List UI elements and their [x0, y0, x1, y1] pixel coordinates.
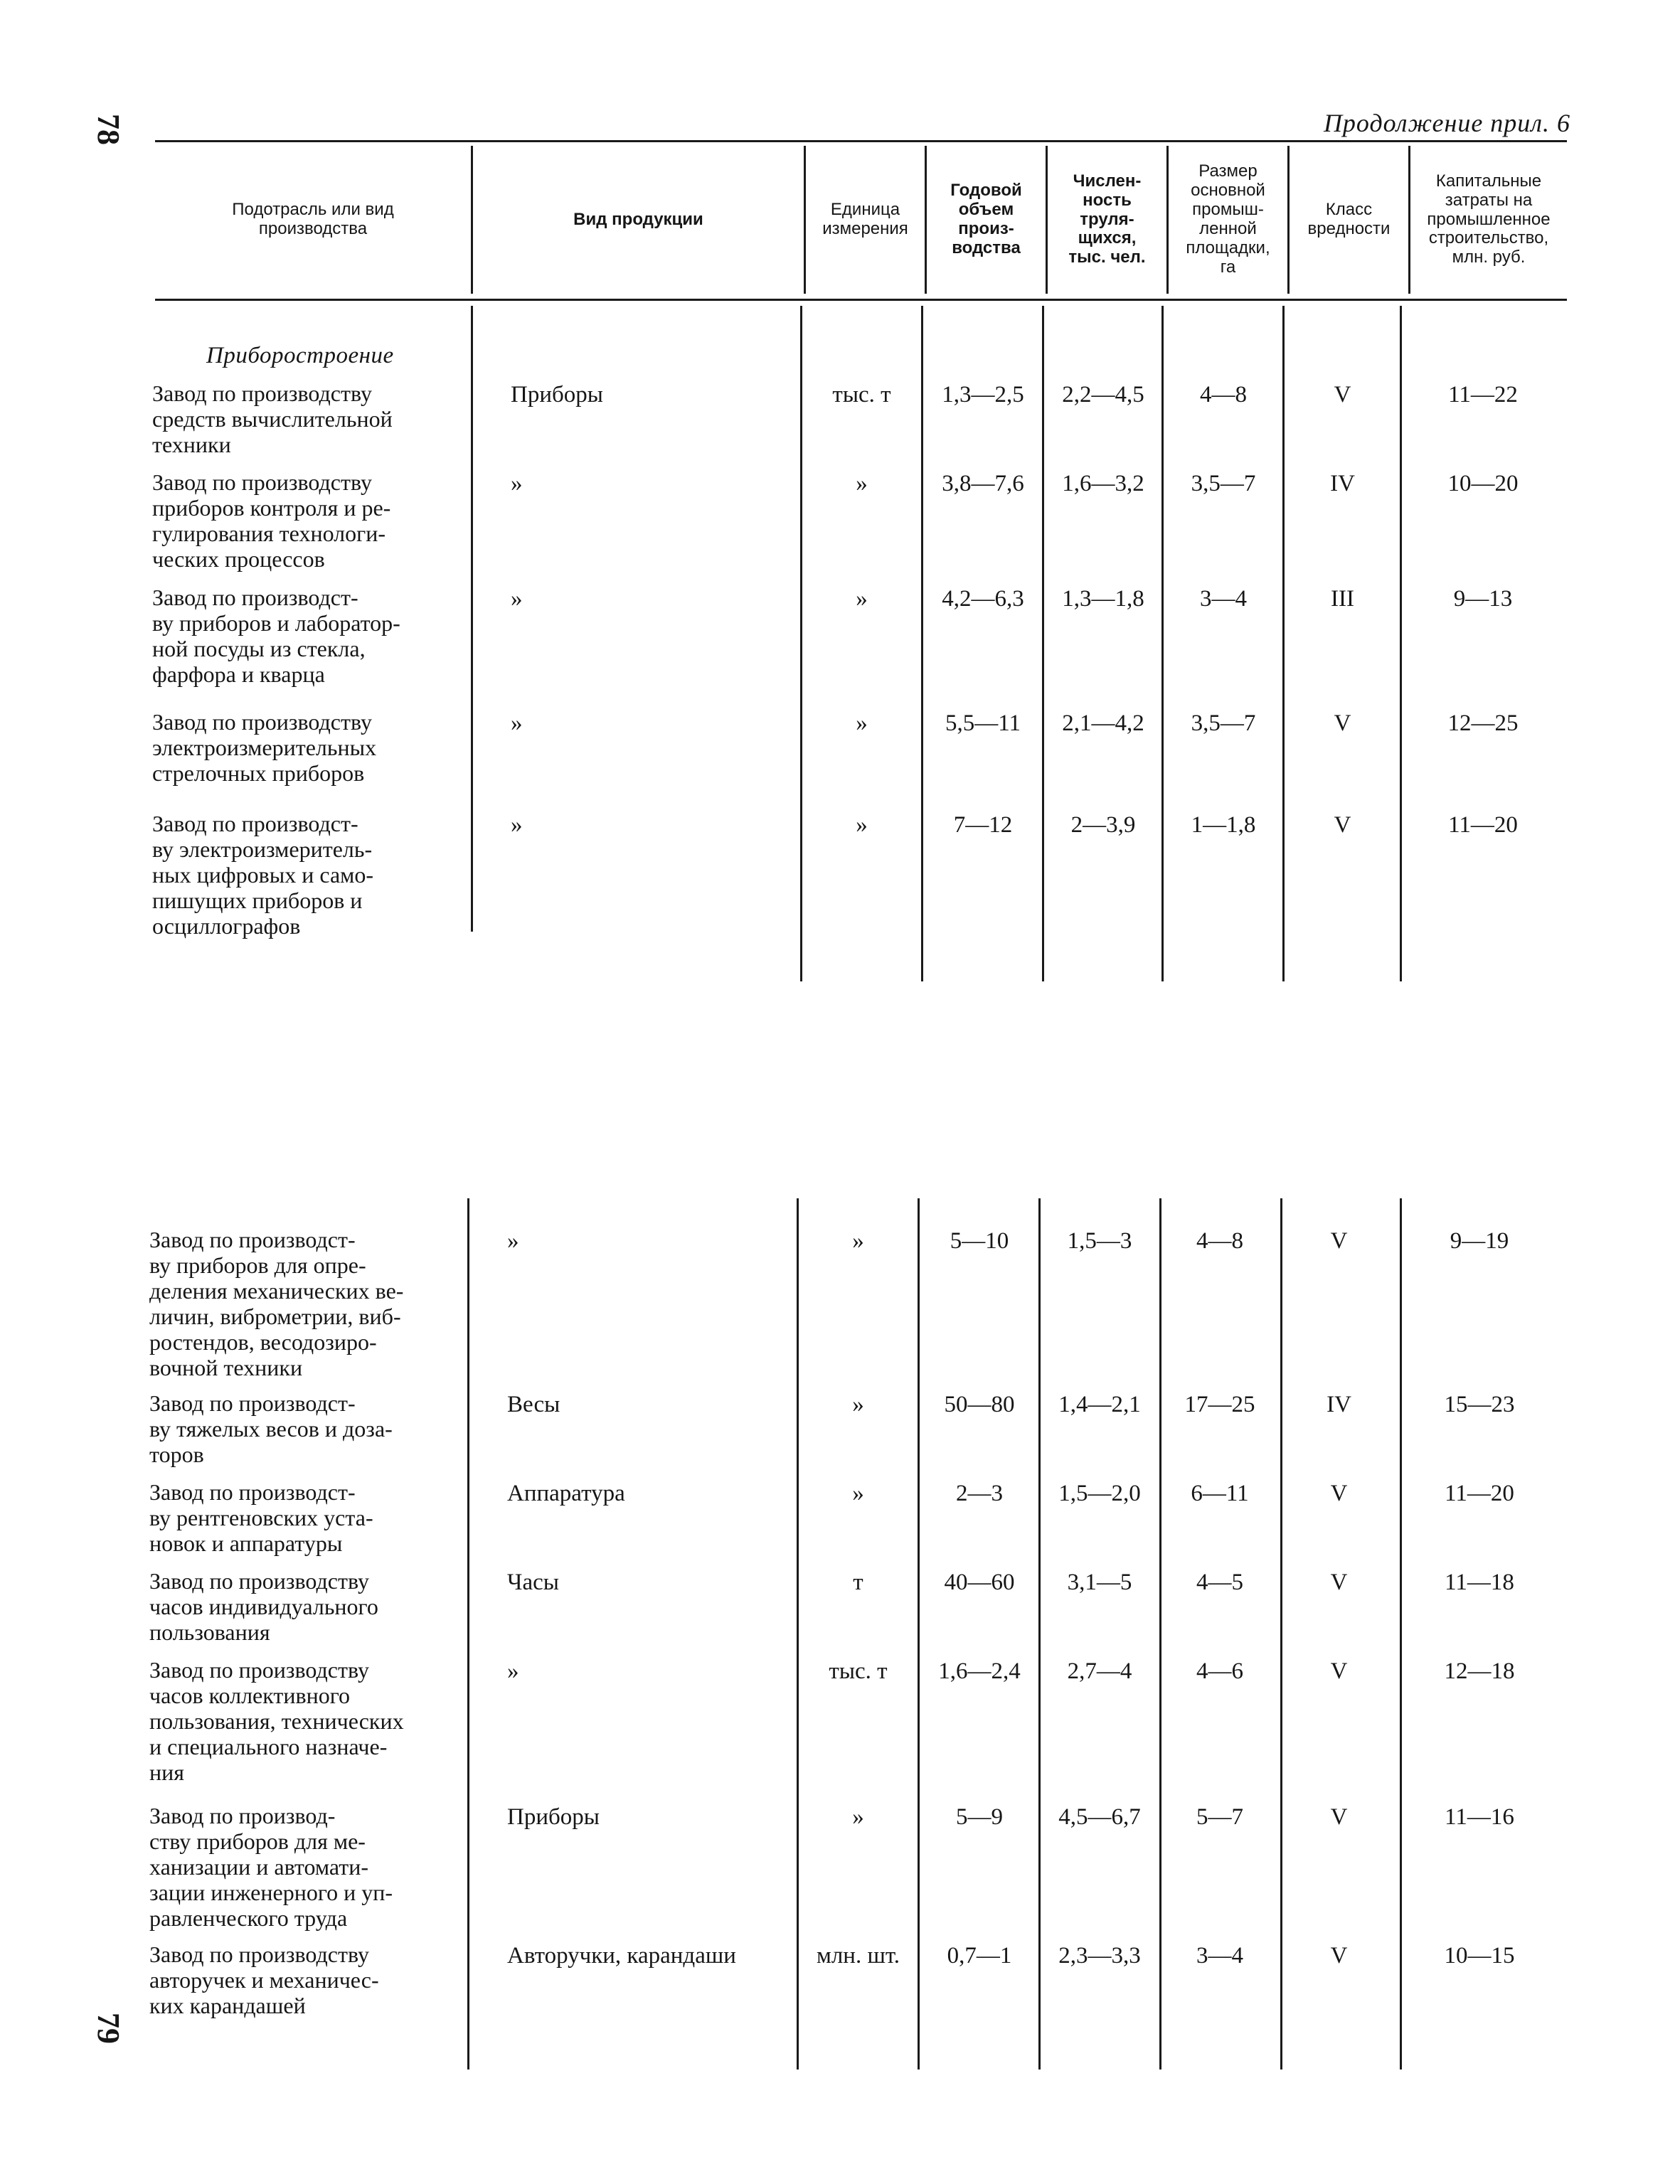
cell-product: » — [511, 812, 523, 838]
cell-workers: 2,1—4,2 — [1062, 710, 1144, 736]
column-divider — [1400, 1198, 1402, 2070]
cell-capex: 11—20 — [1445, 1481, 1514, 1506]
cell-area: 3—4 — [1200, 586, 1247, 612]
column-divider — [797, 1198, 799, 2070]
header-unit: Единица измерения — [822, 200, 908, 238]
cell-capex: 12—18 — [1444, 1658, 1515, 1684]
header-subsector: Подотрасль или вид производства — [232, 200, 394, 238]
cell-unit: » — [856, 710, 868, 736]
row-subsector-name: Завод по производст- ву тяжелых весов и доза- торов — [149, 1390, 393, 1467]
cell-hazard: V — [1330, 1943, 1348, 1969]
cell-volume: 50—80 — [944, 1392, 1015, 1417]
cell-workers: 2,3—3,3 — [1058, 1943, 1141, 1969]
cell-hazard: V — [1334, 382, 1351, 407]
cell-hazard: V — [1330, 1228, 1348, 1254]
cell-workers: 2,7—4 — [1067, 1658, 1132, 1684]
cell-unit: млн. шт. — [816, 1943, 900, 1969]
column-divider — [918, 1198, 920, 2070]
row-subsector-name: Завод по производ- ству приборов для ме- ханизации и автомати- зации инженерного и уп- равленческого труда — [149, 1803, 393, 1931]
cell-product: » — [507, 1658, 519, 1684]
cell-volume: 5—9 — [956, 1804, 1003, 1830]
cell-hazard: V — [1330, 1481, 1348, 1506]
cell-unit: тыс. т — [829, 1658, 888, 1684]
header-area: Размер основной промыш- ленной площадки, га — [1186, 161, 1270, 277]
cell-unit: » — [852, 1804, 864, 1830]
header-hazard: Класс вредности — [1307, 200, 1391, 238]
cell-workers: 1,5—3 — [1067, 1228, 1132, 1254]
column-divider — [471, 306, 473, 932]
cell-capex: 10—20 — [1447, 471, 1519, 496]
cell-unit: тыс. т — [832, 382, 891, 407]
cell-volume: 7—12 — [953, 812, 1013, 838]
header-volume: Годовой объем произ- водства — [950, 181, 1022, 257]
header-capex: Капитальные затраты на промышленное строительство, млн. руб. — [1427, 171, 1551, 267]
cell-area: 6—11 — [1191, 1481, 1249, 1506]
cell-area: 3,5—7 — [1191, 710, 1256, 736]
cell-area: 1—1,8 — [1191, 812, 1256, 838]
row-subsector-name: Завод по производству электроизмерительных стрелочных приборов — [152, 709, 377, 786]
cell-workers: 3,1—5 — [1067, 1570, 1132, 1595]
row-subsector-name: Завод по производст- ву электроизмеритель- ных цифровых и само- пишущих приборов и осциллографов — [152, 811, 374, 939]
cell-volume: 5,5—11 — [945, 710, 1021, 736]
cell-unit: » — [856, 471, 868, 496]
section-title: Приборостроение — [206, 343, 394, 368]
cell-volume: 3,8—7,6 — [942, 471, 1024, 496]
cell-unit: » — [856, 586, 868, 612]
row-subsector-name: Завод по производству авторучек и механичес- ких карандашей — [149, 1941, 379, 2018]
cell-capex: 11—18 — [1445, 1570, 1514, 1595]
cell-product: » — [507, 1228, 519, 1254]
cell-capex: 11—22 — [1448, 382, 1518, 407]
cell-unit: » — [852, 1392, 864, 1417]
cell-hazard: V — [1334, 710, 1351, 736]
continuation-note: Продолжение прил. 6 — [1323, 109, 1570, 137]
cell-volume: 1,3—2,5 — [942, 382, 1024, 407]
cell-volume: 1,6—2,4 — [938, 1658, 1021, 1684]
cell-product: » — [511, 586, 523, 612]
row-subsector-name: Завод по производству средств вычислительной техники — [152, 380, 393, 457]
cell-capex: 15—23 — [1444, 1392, 1515, 1417]
row-subsector-name: Завод по производству приборов контроля и ре- гулирования технологи- ческих процессов — [152, 469, 391, 572]
column-divider — [1038, 1198, 1041, 2070]
cell-area: 3—4 — [1196, 1943, 1243, 1969]
cell-area: 4—8 — [1196, 1228, 1243, 1254]
cell-volume: 40—60 — [944, 1570, 1015, 1595]
row-subsector-name: Завод по производст- ву приборов для опре- деления механических ве- личин, виброметрии, виб- ростендов, весодозиро- вочной техники — [149, 1227, 404, 1380]
cell-capex: 12—25 — [1447, 710, 1519, 736]
cell-hazard: V — [1330, 1658, 1348, 1684]
row-subsector-name: Завод по производству часов индивидуального пользования — [149, 1568, 378, 1645]
cell-product: Приборы — [511, 382, 603, 407]
cell-volume: 5—10 — [950, 1228, 1009, 1254]
cell-capex: 10—15 — [1444, 1943, 1515, 1969]
cell-capex: 11—20 — [1448, 812, 1518, 838]
cell-hazard: V — [1330, 1570, 1348, 1595]
column-divider — [1280, 1198, 1282, 2070]
cell-area: 3,5—7 — [1191, 471, 1256, 496]
cell-hazard: IV — [1327, 1392, 1351, 1417]
cell-volume: 2—3 — [956, 1481, 1003, 1506]
top-page-number: 78 — [91, 114, 126, 145]
cell-unit: » — [856, 812, 868, 838]
cell-workers: 1,3—1,8 — [1062, 586, 1144, 612]
cell-area: 5—7 — [1196, 1804, 1243, 1830]
cell-hazard: V — [1330, 1804, 1348, 1830]
cell-workers: 1,4—2,1 — [1058, 1392, 1141, 1417]
cell-area: 4—5 — [1196, 1570, 1243, 1595]
cell-hazard: III — [1331, 586, 1354, 612]
cell-workers: 1,5—2,0 — [1058, 1481, 1141, 1506]
bottom-page-number: 79 — [91, 2013, 126, 2044]
cell-capex: 9—19 — [1450, 1228, 1509, 1254]
cell-product: Весы — [507, 1392, 560, 1417]
column-divider — [1159, 1198, 1161, 2070]
cell-workers: 2—3,9 — [1070, 812, 1136, 838]
header-bottom-rule — [155, 299, 1567, 301]
cell-product: » — [511, 710, 523, 736]
cell-product: Аппаратура — [507, 1481, 625, 1506]
column-divider — [467, 1198, 469, 2070]
row-subsector-name: Завод по производст- ву приборов и лаборатор- ной посуды из стекла, фарфора и кварца — [152, 585, 400, 687]
cell-area: 4—8 — [1200, 382, 1247, 407]
cell-hazard: IV — [1330, 471, 1355, 496]
cell-volume: 4,2—6,3 — [942, 586, 1024, 612]
cell-workers: 2,2—4,5 — [1062, 382, 1144, 407]
cell-area: 4—6 — [1196, 1658, 1243, 1684]
cell-workers: 1,6—3,2 — [1062, 471, 1144, 496]
cell-product: » — [511, 471, 523, 496]
cell-workers: 4,5—6,7 — [1058, 1804, 1141, 1830]
header-top-rule — [155, 140, 1567, 142]
cell-hazard: V — [1334, 812, 1351, 838]
header-workers: Числен- ность труля- щихся, тыс. чел. — [1068, 171, 1146, 267]
cell-volume: 0,7—1 — [947, 1943, 1012, 1969]
row-subsector-name: Завод по производст- ву рентгеновских уста- новок и аппаратуры — [149, 1479, 373, 1556]
cell-capex: 11—16 — [1445, 1804, 1514, 1830]
cell-unit: » — [852, 1481, 864, 1506]
cell-area: 17—25 — [1184, 1392, 1255, 1417]
cell-product: Авторучки, карандаши — [507, 1943, 736, 1969]
cell-capex: 9—13 — [1453, 586, 1513, 612]
header-product: Вид продукции — [573, 209, 703, 229]
row-subsector-name: Завод по производству часов коллективного пользования, технических и специального назначе- ния — [149, 1657, 404, 1785]
cell-product: Приборы — [507, 1804, 600, 1830]
cell-unit: т — [853, 1570, 863, 1595]
cell-unit: » — [852, 1228, 864, 1254]
cell-product: Часы — [507, 1570, 559, 1595]
